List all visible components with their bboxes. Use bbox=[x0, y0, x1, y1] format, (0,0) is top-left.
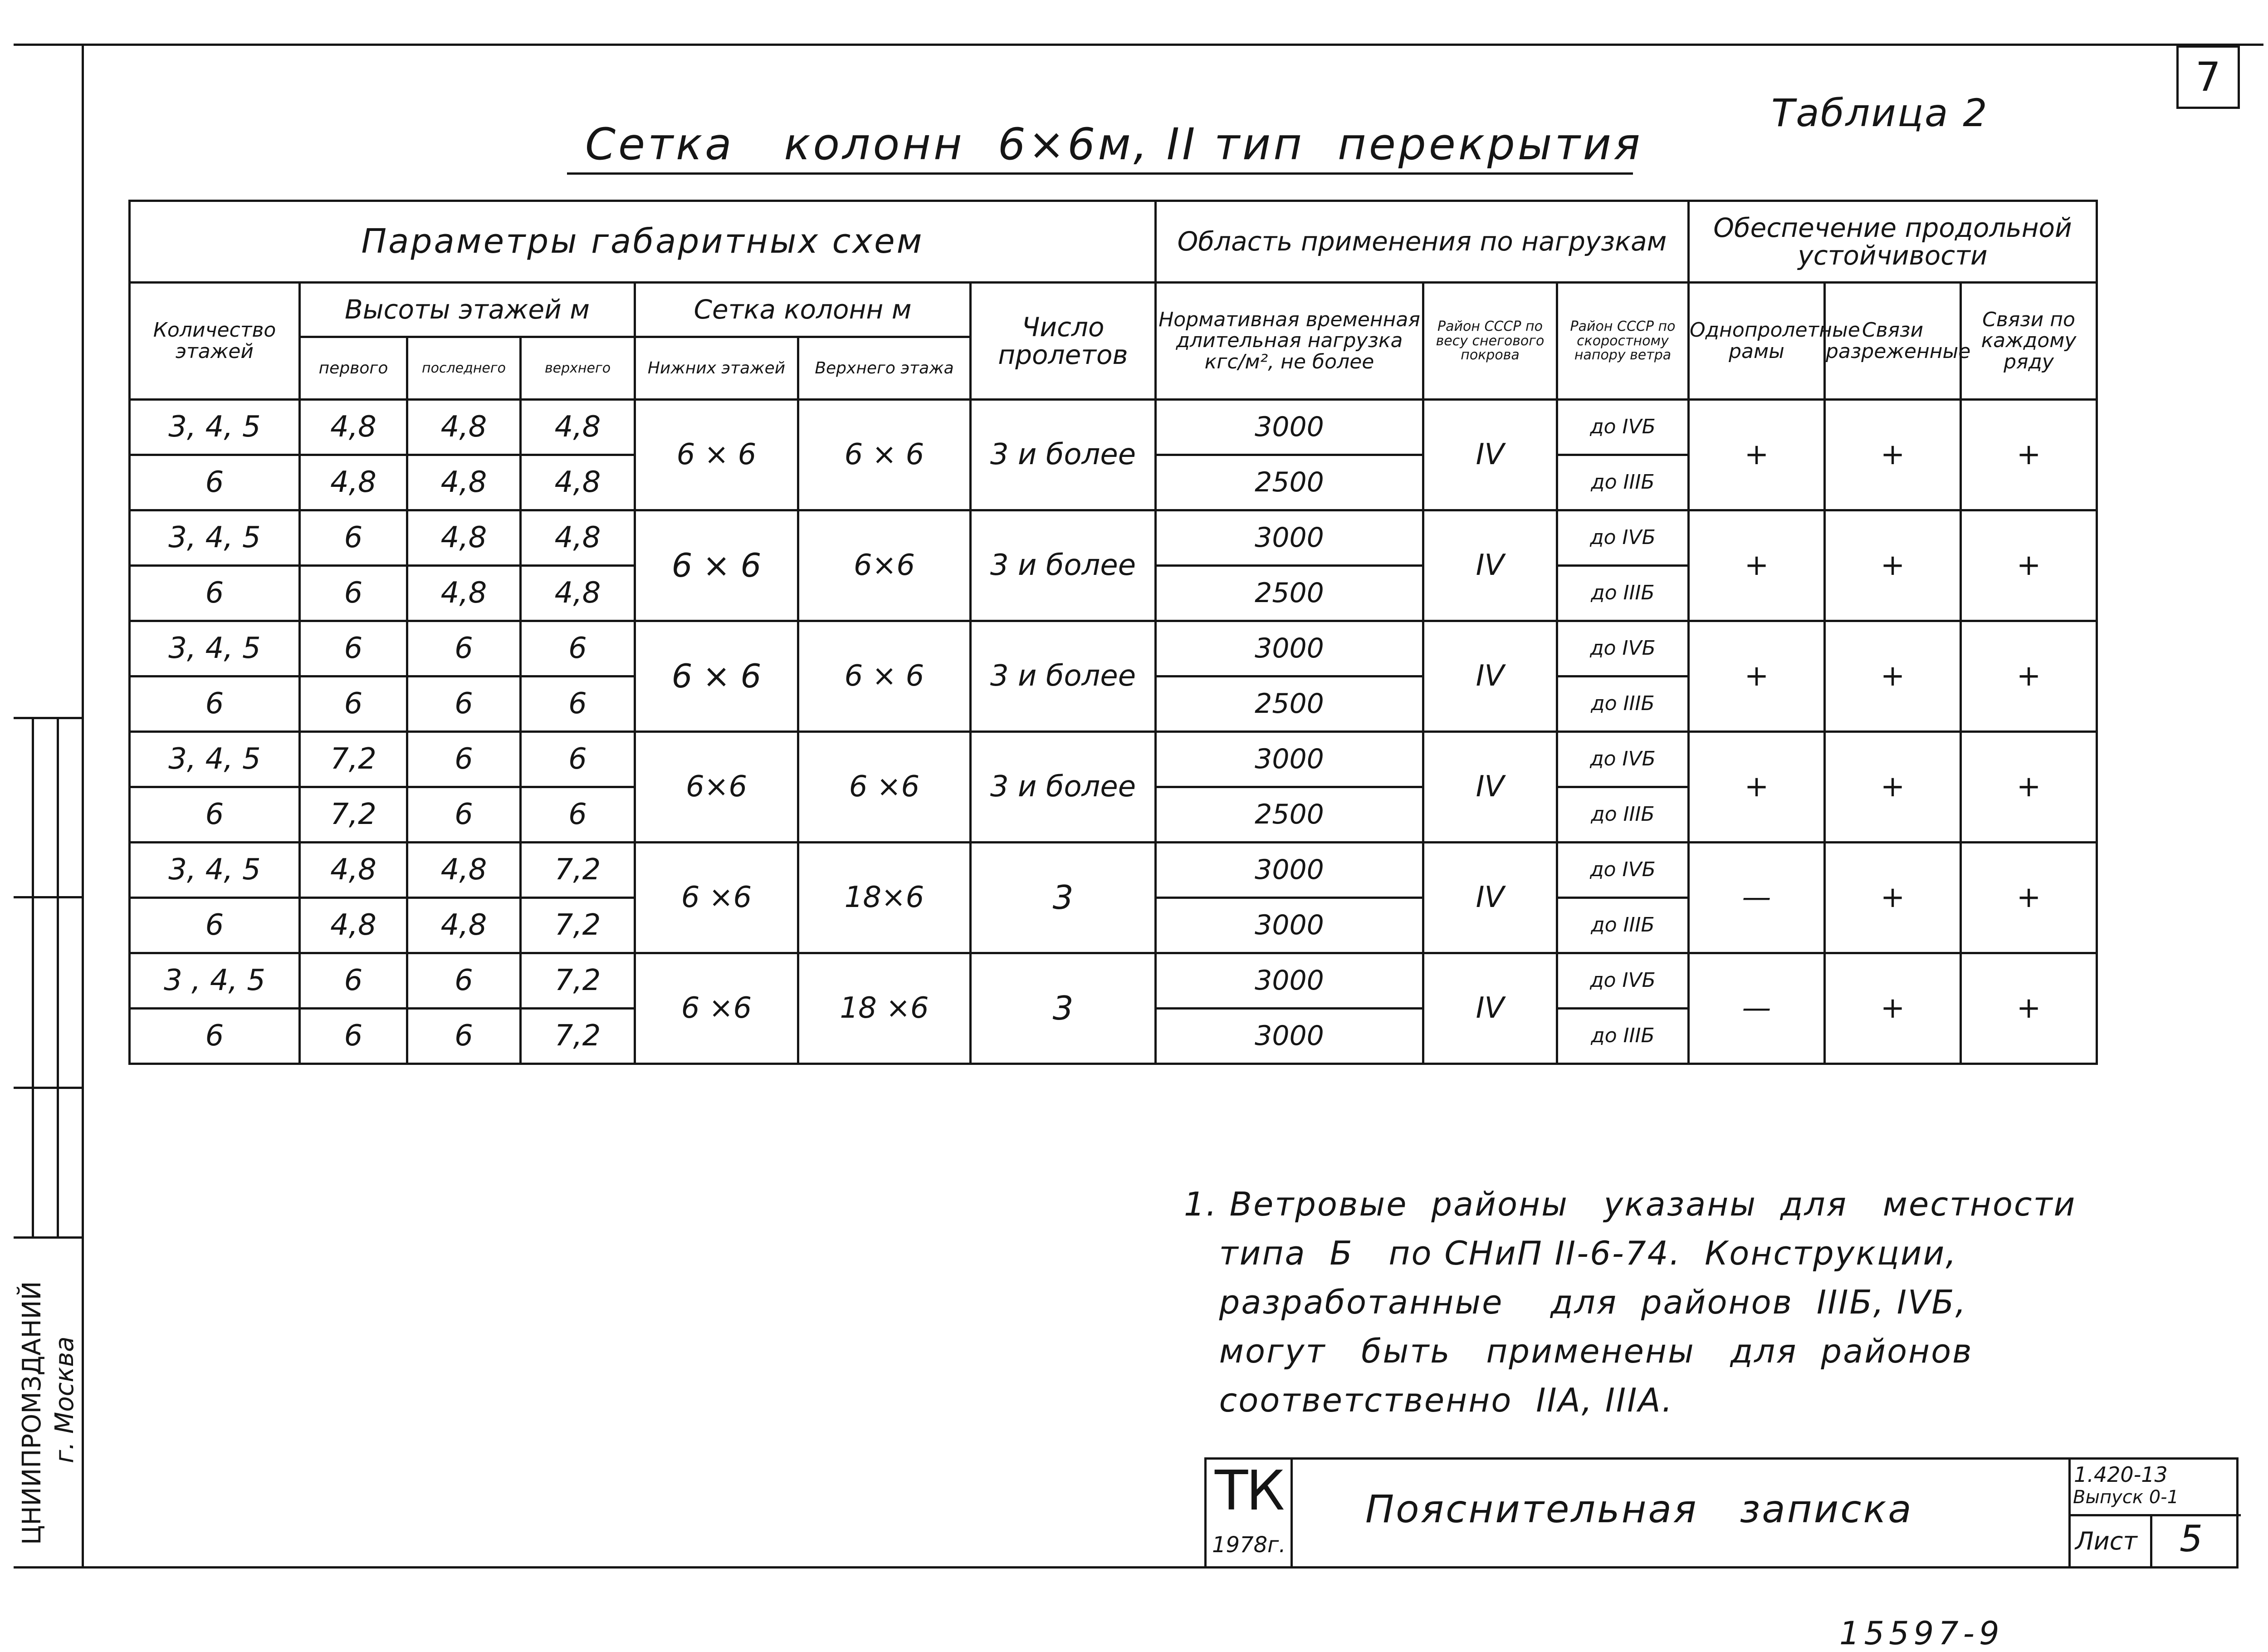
parameters-table bbox=[128, 200, 1157, 1065]
cell-h2: 4,8 bbox=[407, 455, 521, 510]
cell-h2: 4,8 bbox=[407, 843, 521, 898]
footnote bbox=[1184, 1180, 2076, 1425]
cell-wind: до IIIБ bbox=[1557, 566, 1689, 621]
cell-snow: IV bbox=[1423, 732, 1557, 843]
cell-h2: 4,8 bbox=[407, 566, 521, 621]
cell-frames: — bbox=[1689, 953, 1825, 1064]
cell-h3: 6 bbox=[521, 787, 635, 843]
cell-h2: 6 bbox=[407, 732, 521, 787]
cell-wind: до IVБ bbox=[1557, 510, 1689, 566]
page-number: 7 bbox=[2195, 54, 2221, 100]
stamp-title: Пояснительная записка bbox=[1365, 1487, 1913, 1531]
cell-h1: 4,8 bbox=[300, 898, 407, 953]
cell-grid-lower: 6 ×6 bbox=[635, 953, 798, 1064]
cell-floors: 6 bbox=[130, 787, 300, 843]
cell-frames: + bbox=[1689, 400, 1825, 510]
cell-h2: 6 bbox=[407, 953, 521, 1009]
cell-h1: 6 bbox=[300, 1009, 407, 1064]
cell-h1: 6 bbox=[300, 676, 407, 732]
cell-floors: 3, 4, 5 bbox=[130, 843, 300, 898]
cell-grid-upper: 18×6 bbox=[798, 843, 971, 953]
cell-h3: 7,2 bbox=[521, 843, 635, 898]
cell-ties-each: + bbox=[1961, 953, 2097, 1064]
cell-h2: 6 bbox=[407, 1009, 521, 1064]
title-block-divider bbox=[2150, 1514, 2152, 1569]
cell-snow: IV bbox=[1423, 400, 1557, 510]
cell-ties: + bbox=[1825, 732, 1961, 843]
cell-h2: 4,8 bbox=[407, 400, 521, 455]
cell-floors: 6 bbox=[130, 676, 300, 732]
cell-wind: до IIIБ bbox=[1557, 898, 1689, 953]
archive-number: 15597-9 bbox=[1839, 1615, 2004, 1652]
cell-ties: + bbox=[1825, 953, 1961, 1064]
title-block bbox=[1204, 1457, 2239, 1569]
cell-load: 2500 bbox=[1156, 676, 1423, 732]
footnote-line: типа Б по СНиП II-6-74. Конструкции, bbox=[1184, 1234, 1958, 1272]
col-frames-header: Однопролетные рамы bbox=[1689, 283, 1825, 400]
cell-h1: 4,8 bbox=[300, 455, 407, 510]
cell-floors: 3, 4, 5 bbox=[130, 621, 300, 676]
cell-h3: 4,8 bbox=[521, 566, 635, 621]
cell-ties: + bbox=[1825, 621, 1961, 732]
cell-floors: 3, 4, 5 bbox=[130, 510, 300, 566]
cell-ties-each: + bbox=[1961, 510, 2097, 621]
cell-wind: до IIIБ bbox=[1557, 676, 1689, 732]
side-stamp-divider bbox=[32, 719, 34, 1236]
cell-frames: + bbox=[1689, 510, 1825, 621]
cell-h1: 7,2 bbox=[300, 732, 407, 787]
cell-spans: 3 bbox=[971, 843, 1156, 953]
cell-wind: до IIIБ bbox=[1557, 787, 1689, 843]
cell-load: 3000 bbox=[1156, 898, 1423, 953]
cell-load: 3000 bbox=[1156, 732, 1423, 787]
cell-h1: 7,2 bbox=[300, 787, 407, 843]
cell-grid-lower: 6 × 6 bbox=[635, 510, 798, 621]
side-stamp-divider bbox=[14, 896, 82, 898]
cell-h1: 4,8 bbox=[300, 400, 407, 455]
cell-h1: 6 bbox=[300, 566, 407, 621]
cell-wind: до IVБ bbox=[1557, 953, 1689, 1009]
cell-load: 2500 bbox=[1156, 787, 1423, 843]
stamp-year: 1978г. bbox=[1212, 1532, 1286, 1558]
cell-snow: IV bbox=[1423, 953, 1557, 1064]
cell-wind: до IVБ bbox=[1557, 843, 1689, 898]
cell-wind: до IVБ bbox=[1557, 732, 1689, 787]
cell-floors: 3 , 4, 5 bbox=[130, 953, 300, 1009]
cell-snow: IV bbox=[1423, 510, 1557, 621]
col-snow-header: Район СССР по весу снегового покрова bbox=[1423, 283, 1557, 400]
cell-floors: 3, 4, 5 bbox=[130, 400, 300, 455]
cell-wind: до IVБ bbox=[1557, 621, 1689, 676]
cell-h2: 4,8 bbox=[407, 510, 521, 566]
cell-floors: 6 bbox=[130, 898, 300, 953]
cell-ties-each: + bbox=[1961, 843, 2097, 953]
cell-load: 3000 bbox=[1156, 621, 1423, 676]
cell-grid-upper: 18 ×6 bbox=[798, 953, 971, 1064]
table-label: Таблица 2 bbox=[1771, 91, 1989, 135]
cell-h3: 7,2 bbox=[521, 898, 635, 953]
cell-grid-upper: 6 × 6 bbox=[798, 621, 971, 732]
title-block-divider bbox=[2068, 1514, 2241, 1516]
cell-floors: 6 bbox=[130, 566, 300, 621]
col-ties-header: Связи разреженные bbox=[1825, 283, 1961, 400]
cell-grid-upper: 6 ×6 bbox=[798, 732, 971, 843]
cell-grid-upper: 6 × 6 bbox=[798, 400, 971, 510]
cell-grid-lower: 6 × 6 bbox=[635, 621, 798, 732]
col-height-last: последнего bbox=[407, 337, 521, 400]
cell-load: 3000 bbox=[1156, 1009, 1423, 1064]
col-ties-each-header: Связи по каждому ряду bbox=[1961, 283, 2097, 400]
side-stamp-divider bbox=[14, 1087, 82, 1089]
stamp-code: 1.420-13 bbox=[2074, 1462, 2168, 1487]
side-stamp bbox=[14, 717, 82, 1568]
cell-ties: + bbox=[1825, 510, 1961, 621]
stamp-sheet-label: Лист bbox=[2075, 1527, 2137, 1555]
cell-grid-lower: 6 × 6 bbox=[635, 400, 798, 510]
cell-grid-lower: 6×6 bbox=[635, 732, 798, 843]
left-frame-line bbox=[82, 44, 84, 1568]
cell-load: 2500 bbox=[1156, 455, 1423, 510]
cell-snow: IV bbox=[1423, 621, 1557, 732]
col-spans-header: Число пролетов bbox=[971, 283, 1156, 400]
cell-h3: 7,2 bbox=[521, 1009, 635, 1064]
col-wind-header: Район СССР по скоростному напору ветра bbox=[1557, 283, 1689, 400]
side-city-text: г. Москва bbox=[50, 1336, 79, 1463]
application-table bbox=[1154, 200, 2098, 1065]
col-load-header: Нормативная временная длительная нагрузка кгс/м², не более bbox=[1156, 283, 1423, 400]
cell-h1: 6 bbox=[300, 510, 407, 566]
cell-spans: 3 bbox=[971, 953, 1156, 1064]
cell-ties-each: + bbox=[1961, 400, 2097, 510]
col-heights-header: Высоты этажей м bbox=[300, 283, 635, 337]
cell-ties-each: + bbox=[1961, 732, 2097, 843]
cell-load: 3000 bbox=[1156, 510, 1423, 566]
cell-h1: 4,8 bbox=[300, 843, 407, 898]
cell-ties: + bbox=[1825, 400, 1961, 510]
cell-h1: 6 bbox=[300, 621, 407, 676]
cell-frames: + bbox=[1689, 621, 1825, 732]
area-header: Область применения по нагрузкам bbox=[1156, 201, 1689, 283]
col-grid-header: Сетка колонн м bbox=[635, 283, 971, 337]
cell-h3: 6 bbox=[521, 732, 635, 787]
top-frame-line bbox=[14, 44, 2263, 46]
cell-spans: 3 и более bbox=[971, 621, 1156, 732]
cell-load: 2500 bbox=[1156, 566, 1423, 621]
footnote-line: 1. Ветровые районы указаны для местности bbox=[1184, 1185, 2077, 1223]
cell-h3: 4,8 bbox=[521, 455, 635, 510]
cell-wind: до IIIБ bbox=[1557, 1009, 1689, 1064]
cell-h1: 6 bbox=[300, 953, 407, 1009]
cell-load: 3000 bbox=[1156, 953, 1423, 1009]
cell-spans: 3 и более bbox=[971, 400, 1156, 510]
stamp-issue: Выпуск 0-1 bbox=[2073, 1487, 2179, 1508]
cell-h2: 6 bbox=[407, 676, 521, 732]
col-grid-upper: Верхнего этажа bbox=[798, 337, 971, 400]
cell-ties: + bbox=[1825, 843, 1961, 953]
stability-header: Обеспечение продольной устойчивости bbox=[1689, 201, 2097, 283]
cell-floors: 3, 4, 5 bbox=[130, 732, 300, 787]
cell-h3: 6 bbox=[521, 621, 635, 676]
cell-h2: 6 bbox=[407, 621, 521, 676]
cell-h2: 6 bbox=[407, 787, 521, 843]
stamp-logo: ТК bbox=[1215, 1460, 1283, 1523]
cell-h3: 6 bbox=[521, 676, 635, 732]
cell-h3: 4,8 bbox=[521, 510, 635, 566]
cell-h2: 4,8 bbox=[407, 898, 521, 953]
side-org-text: ЦНИИПРОМЗДАНИЙ bbox=[17, 1281, 47, 1545]
params-header: Параметры габаритных схем bbox=[130, 201, 1156, 283]
cell-ties-each: + bbox=[1961, 621, 2097, 732]
cell-floors: 6 bbox=[130, 455, 300, 510]
footnote-line: могут быть применены для районов bbox=[1184, 1332, 1973, 1370]
cell-frames: — bbox=[1689, 843, 1825, 953]
cell-spans: 3 и более bbox=[971, 732, 1156, 843]
cell-frames: + bbox=[1689, 732, 1825, 843]
cell-h3: 7,2 bbox=[521, 953, 635, 1009]
col-floors-header: Количество этажей bbox=[130, 283, 300, 400]
col-height-top: верхнего bbox=[521, 337, 635, 400]
cell-wind: до IIIБ bbox=[1557, 455, 1689, 510]
footnote-line: соответственно IIА, IIIА. bbox=[1184, 1381, 1674, 1419]
footnote-line: разработанные для районов IIIБ, IVБ, bbox=[1184, 1283, 1967, 1321]
cell-snow: IV bbox=[1423, 843, 1557, 953]
cell-spans: 3 и более bbox=[971, 510, 1156, 621]
cell-wind: до IVБ bbox=[1557, 400, 1689, 455]
side-stamp-divider bbox=[14, 1236, 82, 1239]
col-grid-lower: Нижних этажей bbox=[635, 337, 798, 400]
side-stamp-divider bbox=[57, 719, 59, 1236]
cell-grid-lower: 6 ×6 bbox=[635, 843, 798, 953]
cell-grid-upper: 6×6 bbox=[798, 510, 971, 621]
cell-load: 3000 bbox=[1156, 843, 1423, 898]
col-height-first: первого bbox=[300, 337, 407, 400]
stamp-sheet-number: 5 bbox=[2180, 1518, 2203, 1560]
cell-load: 3000 bbox=[1156, 400, 1423, 455]
cell-floors: 6 bbox=[130, 1009, 300, 1064]
cell-h3: 4,8 bbox=[521, 400, 635, 455]
page-number-box bbox=[2176, 45, 2240, 109]
title-block-divider bbox=[1290, 1460, 1293, 1569]
page-title: Сетка колонн 6×6м, II тип перекрытия bbox=[585, 119, 1643, 170]
title-underline bbox=[567, 172, 1633, 175]
